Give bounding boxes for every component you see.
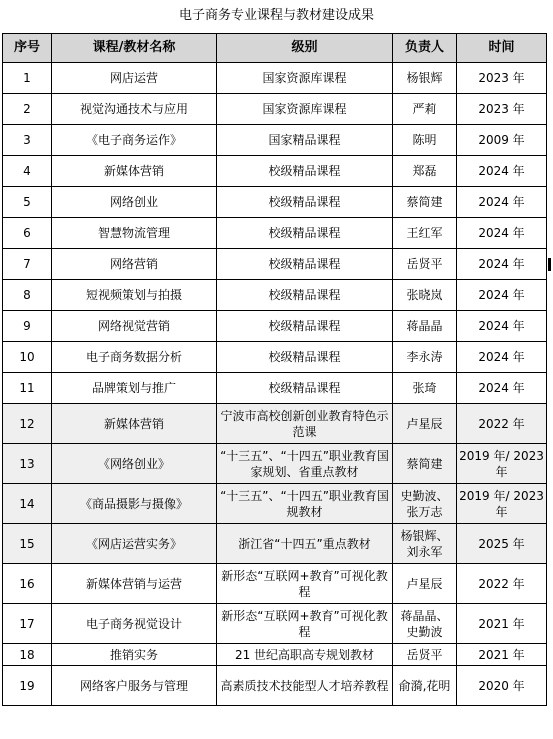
table-row [3,404,547,444]
table-row [3,564,547,604]
cell-time: 2024 年 [457,187,547,218]
cell-level: “十三五”、“十四五”职业教育国规教材 [217,484,393,524]
cell-level: 新形态“互联网+教育”可视化教程 [217,604,393,644]
header-time: 时间 [457,34,547,63]
header-level: 级别 [217,34,393,63]
cell-no: 19 [3,666,52,706]
cell-no: 2 [3,94,52,125]
cell-level: 国家资源库课程 [217,94,393,125]
cell-name: 品牌策划与推广 [52,373,217,404]
cell-no: 12 [3,404,52,444]
cell-name: 推销实务 [52,644,217,666]
cell-owner: 王红军 [393,218,457,249]
table-row [3,644,547,666]
cell-owner: 郑磊 [393,156,457,187]
table-row [3,444,547,484]
table-row [3,666,547,706]
cell-level: 校级精品课程 [217,373,393,404]
cell-level: 校级精品课程 [217,280,393,311]
table-row [3,187,547,218]
cell-level: 高素质技术技能型人才培养教程 [217,666,393,706]
cell-name: 智慧物流管理 [52,218,217,249]
cell-level: “十三五”、“十四五”职业教育国家规划、省重点教材 [217,444,393,484]
table-row [3,249,547,280]
table-row [3,63,547,94]
cell-no: 5 [3,187,52,218]
cell-time: 2024 年 [457,249,547,280]
cell-no: 13 [3,444,52,484]
cell-owner: 李永涛 [393,342,457,373]
cell-name: 网络客户服务与管理 [52,666,217,706]
header-name: 课程/教材名称 [52,34,217,63]
cell-owner: 蒋晶晶 [393,311,457,342]
cell-owner: 卢星辰 [393,404,457,444]
edge-marker [548,258,551,271]
cell-level: 21 世纪高职高专规划教材 [217,644,393,666]
table-row [3,125,547,156]
cell-name: 《网络创业》 [52,444,217,484]
table-row [3,524,547,564]
cell-level: 新形态“互联网+教育”可视化教程 [217,564,393,604]
cell-time: 2022 年 [457,404,547,444]
cell-level: 校级精品课程 [217,249,393,280]
cell-level: 国家精品课程 [217,125,393,156]
table-row [3,484,547,524]
cell-no: 15 [3,524,52,564]
header-no: 序号 [3,34,52,63]
cell-time: 2025 年 [457,524,547,564]
cell-no: 7 [3,249,52,280]
cell-name: 电子商务视觉设计 [52,604,217,644]
cell-level: 校级精品课程 [217,342,393,373]
cell-level: 宁波市高校创新创业教育特色示范课 [217,404,393,444]
cell-time: 2023 年 [457,63,547,94]
cell-time: 2020 年 [457,666,547,706]
cell-no: 1 [3,63,52,94]
cell-name: 网络视觉营销 [52,311,217,342]
cell-time: 2019 年/ 2023 年 [457,444,547,484]
cell-name: 新媒体营销 [52,156,217,187]
cell-time: 2023 年 [457,94,547,125]
cell-name: 新媒体营销与运营 [52,564,217,604]
cell-name: 《网店运营实务》 [52,524,217,564]
cell-time: 2024 年 [457,373,547,404]
table-row [3,218,547,249]
cell-time: 2024 年 [457,156,547,187]
table-row [3,604,547,644]
cell-time: 2024 年 [457,311,547,342]
cell-no: 10 [3,342,52,373]
cell-time: 2019 年/ 2023 年 [457,484,547,524]
cell-no: 17 [3,604,52,644]
cell-level: 校级精品课程 [217,156,393,187]
cell-owner: 史勤波、张万志 [393,484,457,524]
table-title: 电子商务专业课程与教材建设成果 [178,8,374,23]
cell-level: 国家资源库课程 [217,63,393,94]
cell-name: 网络营销 [52,249,217,280]
cell-time: 2024 年 [457,218,547,249]
cell-level: 校级精品课程 [217,187,393,218]
cell-owner: 岳贤平 [393,249,457,280]
cell-name: 《电子商务运作》 [52,125,217,156]
cell-owner: 卢星辰 [393,564,457,604]
cell-time: 2022 年 [457,564,547,604]
cell-name: 网店运营 [52,63,217,94]
achievements-table [2,33,547,706]
cell-owner: 严莉 [393,94,457,125]
cell-time: 2021 年 [457,604,547,644]
cell-name: 新媒体营销 [52,404,217,444]
cell-no: 8 [3,280,52,311]
cell-owner: 俞漪,花明 [393,666,457,706]
cell-no: 9 [3,311,52,342]
cell-no: 11 [3,373,52,404]
cell-no: 6 [3,218,52,249]
table-row [3,373,547,404]
cell-name: 短视频策划与拍摄 [52,280,217,311]
cell-owner: 陈明 [393,125,457,156]
cell-no: 4 [3,156,52,187]
cell-owner: 蔡简建 [393,444,457,484]
table-row [3,311,547,342]
cell-owner: 岳贤平 [393,644,457,666]
cell-owner: 蔡简建 [393,187,457,218]
cell-time: 2024 年 [457,342,547,373]
cell-owner: 张琦 [393,373,457,404]
cell-owner: 张晓岚 [393,280,457,311]
cell-name: 视觉沟通技术与应用 [52,94,217,125]
cell-time: 2021 年 [457,644,547,666]
table-row [3,94,547,125]
cell-owner: 杨银辉 [393,63,457,94]
cell-no: 16 [3,564,52,604]
cell-name: 《商品摄影与摄像》 [52,484,217,524]
cell-level: 校级精品课程 [217,218,393,249]
cell-owner: 杨银辉、刘永军 [393,524,457,564]
cell-no: 3 [3,125,52,156]
cell-time: 2024 年 [457,280,547,311]
table-row [3,280,547,311]
table-row [3,156,547,187]
table-row [3,342,547,373]
cell-name: 电子商务数据分析 [52,342,217,373]
header-row [3,34,547,63]
cell-owner: 蒋晶晶、史勤波 [393,604,457,644]
cell-no: 18 [3,644,52,666]
cell-time: 2009 年 [457,125,547,156]
cell-no: 14 [3,484,52,524]
cell-name: 网络创业 [52,187,217,218]
cell-level: 校级精品课程 [217,311,393,342]
header-owner: 负责人 [393,34,457,63]
cell-level: 浙江省“十四五”重点教材 [217,524,393,564]
